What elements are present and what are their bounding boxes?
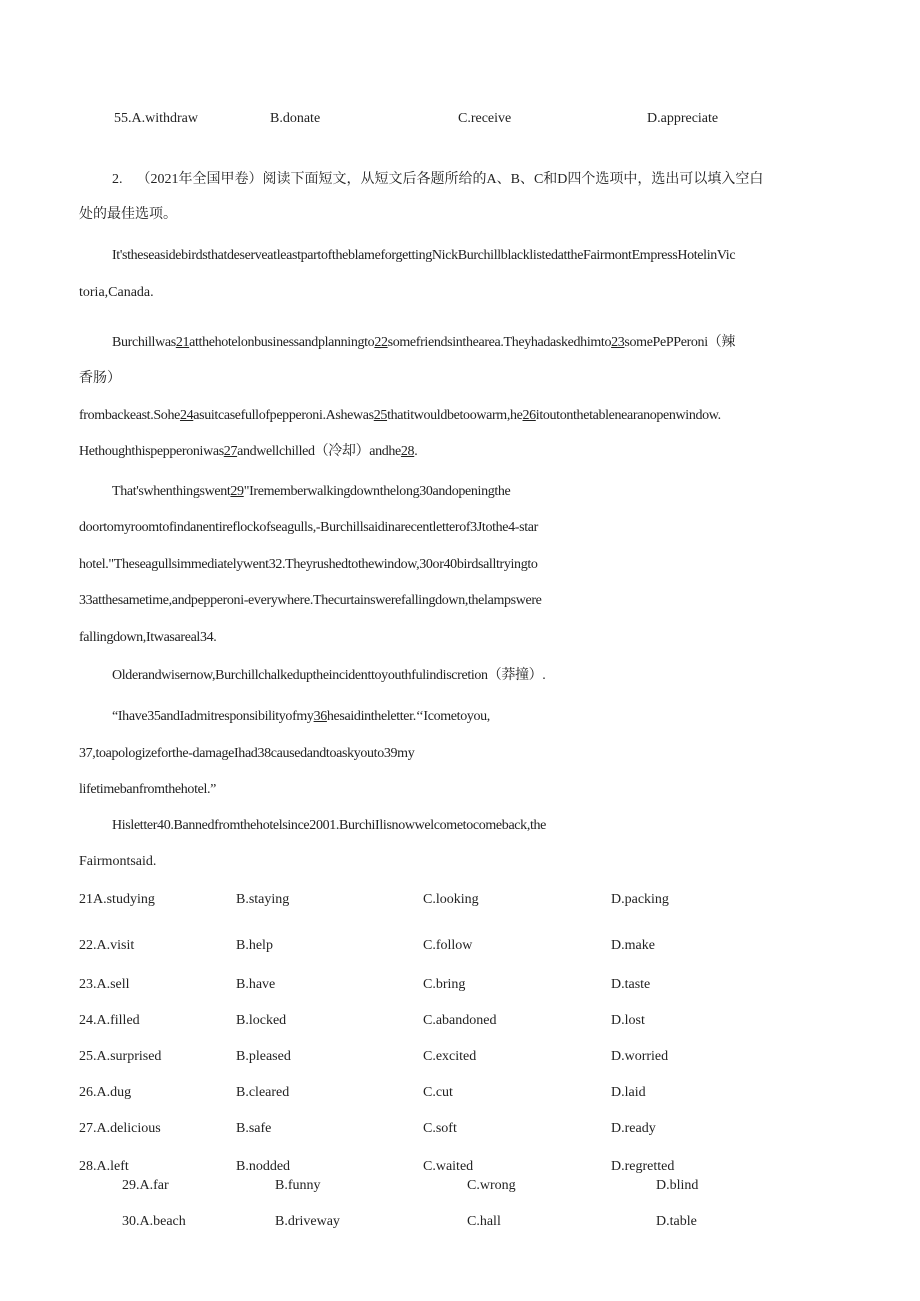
option-d: D.lost — [611, 1013, 645, 1028]
blank-27: 27 — [223, 444, 238, 459]
passage-p5-line2: 37,toapologizeforthe-damageIhad38causedandtoaskyouto39my — [79, 746, 415, 761]
section-2-intro-cont: 处的最佳选项。 — [79, 207, 177, 222]
passage-p2-line1: Burchillwas21atthehotelonbusinessandplanningto22somefriendsinthearea.Theyhadaskedhimto23somePePPeroni（辣 — [112, 335, 736, 350]
option-c: C.abandoned — [423, 1013, 497, 1028]
blank-26: 26 — [522, 408, 536, 423]
option-b: B.locked — [236, 1013, 287, 1028]
q55-option-c: C.receive — [458, 111, 512, 126]
option-b: B.safe — [236, 1121, 272, 1136]
blank-28: 28 — [400, 444, 415, 459]
option-c: C.looking — [423, 892, 479, 907]
option-a: 29.A.far — [122, 1178, 169, 1193]
option-b: B.help — [236, 938, 273, 953]
option-d: D.make — [611, 938, 655, 953]
passage-p2-line4: Hethoughthispepperoniwas27andwellchilled（冷却）andhe28. — [79, 444, 418, 459]
option-a: 22.A.visit — [79, 938, 135, 953]
option-b: B.cleared — [236, 1085, 290, 1100]
q55-option-d: D.appreciate — [647, 111, 719, 126]
blank-36: 36 — [313, 709, 327, 724]
option-c: C.wrong — [467, 1178, 516, 1193]
passage-p1-line1: It'stheseasidebirdsthatdeserveatleastpartoftheblameforgettingNickBurchillblacklistedattheFairmontEmpressHotelinVic — [112, 248, 736, 263]
option-d: D.laid — [611, 1085, 646, 1100]
option-b: B.pleased — [236, 1049, 291, 1064]
option-a: 28.A.left — [79, 1159, 129, 1174]
option-a: 24.A.filled — [79, 1013, 140, 1028]
option-a: 27.A.delicious — [79, 1121, 161, 1136]
option-a: 26.A.dug — [79, 1085, 132, 1100]
passage-p3-line4: 33atthesametime,andpepperoni-everywhere.Thecurtainswerefallingdown,thelampswere — [79, 593, 542, 608]
passage-p2-line3: frombackeast.Sohe24asuitcasefullofpepperoni.Ashewas25thatitwouldbetoowarm,he26itoutonthetablenearanopenwindow. — [79, 408, 721, 423]
option-c: C.soft — [423, 1121, 457, 1136]
blank-25: 25 — [373, 408, 388, 423]
option-d: D.worried — [611, 1049, 669, 1064]
option-d: D.blind — [656, 1178, 699, 1193]
option-b: B.driveway — [275, 1214, 340, 1229]
option-c: C.bring — [423, 977, 466, 992]
blank-29: 29 — [230, 484, 244, 499]
option-a: 25.A.surprised — [79, 1049, 162, 1064]
q55-option-a: 55.A.withdraw — [114, 111, 198, 126]
blank-22: 22 — [374, 335, 388, 350]
passage-p3-line3: hotel."Theseagullsimmediatelywent32.Theyrushedtothewindow,30or40birdsalltryingto — [79, 557, 538, 572]
q55-option-b: B.donate — [270, 111, 321, 126]
passage-p3-line5: fallingdown,Itwasareal34. — [79, 630, 217, 645]
passage-p5-line1: “Ihave35andIadmitresponsibilityofmy36hesaidintheletter.‘‘Icometoyou, — [112, 709, 490, 724]
passage-p5-line3: lifetimebanfromthehotel.” — [79, 782, 217, 797]
option-c: C.cut — [423, 1085, 453, 1100]
option-a: 21A.studying — [79, 892, 155, 907]
blank-24: 24 — [179, 408, 194, 423]
option-d: D.ready — [611, 1121, 656, 1136]
passage-p6-line1: Hisletter40.Bannedfromthehotelsince2001.BurchiIlisnowwelcometocomeback,the — [112, 818, 547, 833]
option-b: B.funny — [275, 1178, 321, 1193]
option-b: B.have — [236, 977, 276, 992]
passage-p1-line2: toria,Canada. — [79, 285, 154, 300]
blank-21: 21 — [175, 335, 190, 350]
option-d: D.table — [656, 1214, 697, 1229]
passage-p3-line2: doortomyroomtofindanentireflockofseagulls,-Burchillsaidinarecentletterof3Jtothe4-star — [79, 520, 538, 535]
option-c: C.hall — [467, 1214, 501, 1229]
section-2-intro: 2. （2021年全国甲卷）阅读下面短文，从短文后各题所给的A、B、C和D四个选项中，选出可以填入空白 — [112, 172, 764, 187]
option-a: 30.A.beach — [122, 1214, 186, 1229]
passage-p4: Olderandwisernow,Burchillchalkeduptheincidenttoyouthfulindiscretion（莽撞）. — [112, 668, 546, 683]
option-c: C.excited — [423, 1049, 477, 1064]
option-c: C.follow — [423, 938, 473, 953]
option-d: D.taste — [611, 977, 651, 992]
option-b: B.staying — [236, 892, 290, 907]
option-d: D.regretted — [611, 1159, 675, 1174]
option-d: D.packing — [611, 892, 669, 907]
passage-p2-line2: 香肠） — [79, 371, 121, 386]
passage-p6-line2: Fairmontsaid. — [79, 854, 157, 869]
passage-p3-line1: That'swhenthingswent29"Irememberwalkingdownthelong30andopeningthe — [112, 484, 511, 499]
option-c: C.waited — [423, 1159, 474, 1174]
blank-23: 23 — [611, 335, 625, 350]
option-b: B.nodded — [236, 1159, 291, 1174]
option-a: 23.A.sell — [79, 977, 130, 992]
